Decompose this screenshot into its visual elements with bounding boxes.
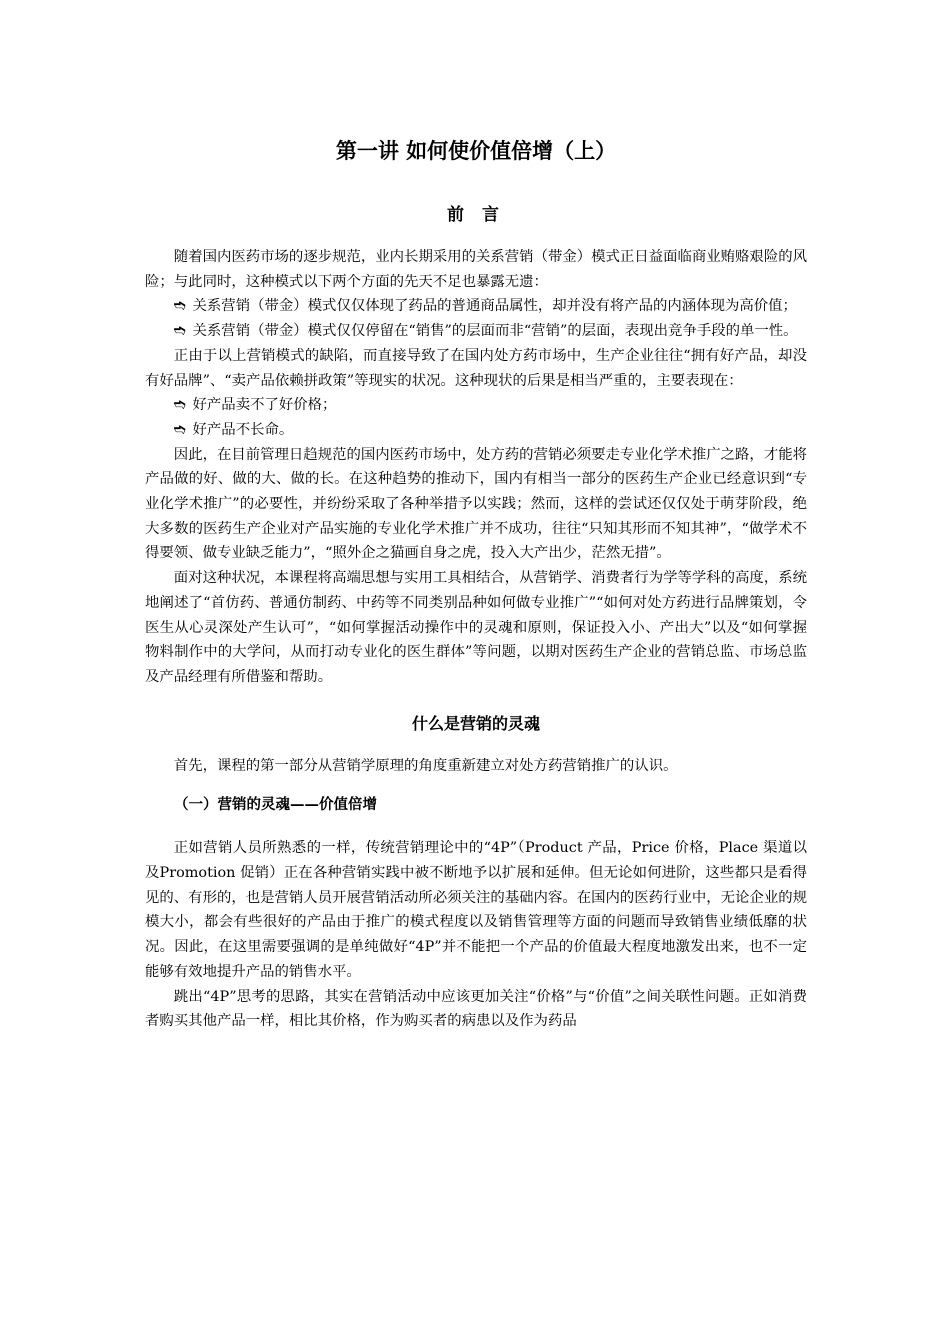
bullet-item [145,418,807,443]
arrow-bullet-icon: ➬ [173,421,186,438]
paragraph-7: 跳出“4P”思考的思路，其实在营销活动中应该更加关注“价格”与“价值”之间关联性问题。正如消费者购买其他产品一样，相比其价格，作为购买者的病患以及作为药品 [145,988,807,1030]
subsection-heading: （一）营销的灵魂——价值倍增 [174,797,377,814]
bullet-item [145,319,807,344]
section-body [145,754,807,779]
bullet-text: 关系营销（带金）模式仅仅体现了药品的普通商品属性，却并没有将产品的内涵体现为高价值； [192,298,797,315]
subsection-body [145,836,807,1034]
arrow-bullet-icon: ➬ [173,323,186,340]
arrow-bullet-icon: ➬ [173,298,186,315]
paragraph-2: 正由于以上营销模式的缺陷，而直接导致了在国内处方药市场中，生产企业往往“拥有好产品，却没有好品牌”、“卖产品依赖拼政策”等现实的状况。这种现状的后果是相当严重的，主要表现在： [145,347,807,389]
page-title: 第一讲 如何使价值倍增（上） [335,139,617,163]
bullet-item [145,294,807,319]
paragraph-intro: 随着国内医药市场的逐步规范，业内长期采用的关系营销（带金）模式正日益面临商业贿赂艰险的风险；与此同时，这种模式以下两个方面的先天不足也暴露无遗： [145,249,807,290]
bullet-text: 好产品不长命。 [192,421,294,438]
section-heading: 什么是营销的灵魂 [411,713,540,733]
paragraph-4: 面对这种状况，本课程将高端思想与实用工具相结合，从营销学、消费者行为学等学科的高度，系统地阐述了“首仿药、普通仿制药、中药等不同类别品种如何做专业推广”“如何对处方药进行品牌策划，令医生从心灵深处产生认可”，“如何掌握活动操作中的灵魂和原则，保证投入小、产出大”以及“如何掌握物料制作中的大学问，从而打动专业化的医生群体”等问题，以期对医药生产企业的营销总监、市场总监及产品经理有所借鉴和帮助。 [145,570,807,685]
paragraph-5: 首先，课程的第一部分从营销学原理的角度重新建立对处方药营销推广的认识。 [173,757,678,774]
bullet-item [145,393,807,418]
bullet-text: 关系营销（带金）模式仅仅停留在“销售”的层面而非“营销”的层面，表现出竞争手段的单一性。 [192,323,798,340]
preface-body [145,245,807,690]
arrow-bullet-icon: ➬ [173,397,186,414]
paragraph-6: 正如营销人员所熟悉的一样，传统营销理论中的“4P”（Product 产品，Price 价格，Place 渠道以及Promotion 促销）正在各种营销实践中被不断地予以扩展和延伸。但无论如何进阶，这些都只是看得见的、有形的，也是营销人员开展营销活动所必须关注的基础内容。在国内的医药行业中，无论企业的规模大小，都会有些很好的产品由于推广的模式程度以及销售管理等方面的问题而导致销售业绩低靡的状况。因此，在这里需要强调的是单纯做好“4P”并不能把一个产品的价值最大程度地激发出来，也不一定能够有效地提升产品的销售水平。 [145,840,807,980]
document-content [145,136,807,1034]
paragraph-3: 因此，在目前管理日趋规范的国内医药市场中，处方药的营销必须要走专业化学术推广之路，才能将产品做的好、做的大、做的长。在这种趋势的推动下，国内有相当一部分的医药生产企业已经意识到“专业化学术推广”的必要性，并纷纷采取了各种举措予以实践；然而，这样的尝试还仅仅处于萌芽阶段，绝大多数的医药生产企业对产品实施的专业化学术推广并不成功，往往“只知其形而不知其神”，“做学术不得要领、做专业缺乏能力”，“照外企之猫画自身之虎，投入大产出少，茫然无措”。 [145,446,807,562]
preface-heading: 前 言 [447,205,505,225]
bullet-text: 好产品卖不了好价格； [192,397,337,414]
